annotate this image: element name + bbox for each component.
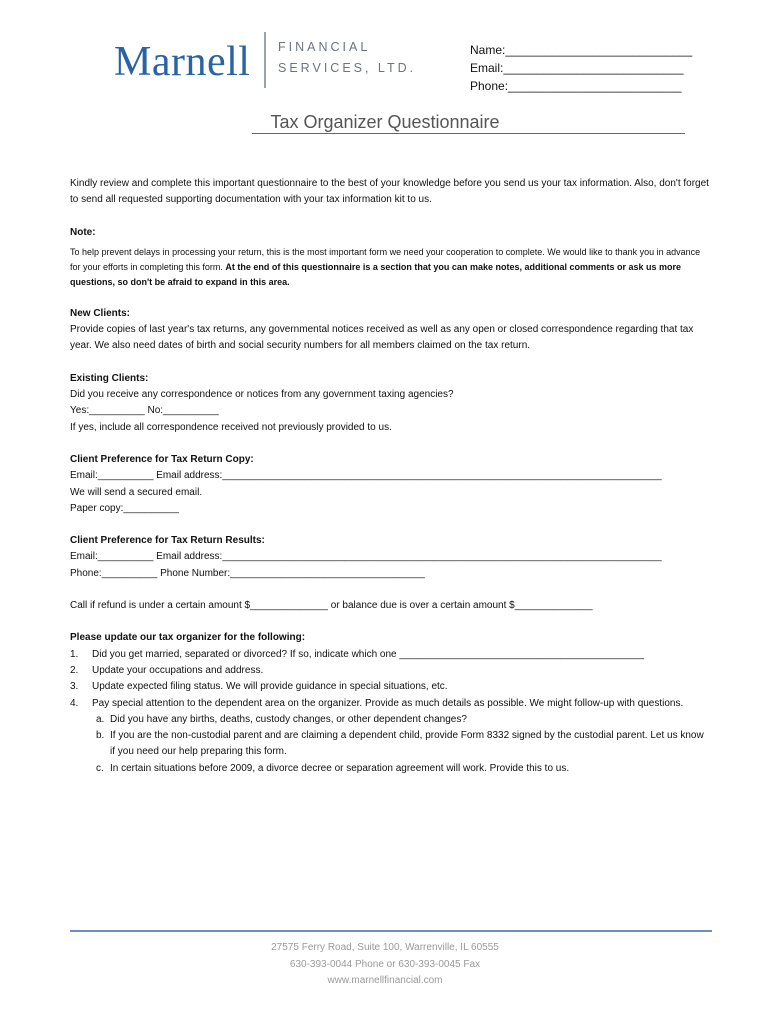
sub-list-item-letter: b. [96, 730, 105, 742]
email-field[interactable]: Email:___________________________ [470, 61, 684, 75]
results-pref-phone-line[interactable]: Phone:__________ Phone Number:___________________________________ [70, 567, 425, 579]
new-clients-text: Provide copies of last year's tax returns, any governmental notices received as well as any open or closed correspondence regarding that tax year. We also need dates of birth and social security numbers for all members claimed on the tax return. [70, 324, 694, 352]
existing-clients-yes-no[interactable]: Yes:__________ No:__________ [70, 405, 219, 417]
update-heading: Please update our tax organizer for the following: [70, 632, 306, 644]
sub-list-item [70, 761, 710, 777]
note-paragraph [70, 245, 710, 290]
list-item-text: Did you get married, separated or divorced? If so, indicate which one ____________________________________________ [92, 648, 645, 660]
sub-list-item-text: In certain situations before 2009, a divorce decree or separation agreement will work. Provide this to us. [110, 762, 570, 774]
intro-paragraph: Kindly review and complete this important questionnaire to the best of your knowledge before you send us your tax information. Also, don't forget to send all requested supporting documentation with your tax information kit to us. [70, 178, 709, 206]
list-item [70, 647, 710, 663]
existing-clients-heading: Existing Clients: [70, 372, 149, 384]
phone-field[interactable]: Phone:__________________________ [470, 79, 682, 93]
page-title: Tax Organizer Questionnaire [270, 112, 500, 132]
note-heading: Note: [70, 226, 96, 238]
footer [0, 940, 770, 990]
list-item-number: 1. [70, 648, 79, 660]
document-body [70, 176, 710, 777]
copy-pref-secure-note: We will send a secured email. [70, 486, 203, 498]
footer-address: 27575 Ferry Road, Suite 100, Warrenville, IL 60555 [271, 942, 499, 953]
logo-divider [264, 32, 266, 88]
sub-list-item [70, 728, 710, 761]
new-clients-heading: New Clients: [70, 307, 131, 319]
copy-pref-heading: Client Preference for Tax Return Copy: [70, 453, 254, 465]
footer-rule [70, 930, 712, 932]
list-item [70, 679, 710, 695]
footer-phone: 630-393-0044 Phone or 630-393-0045 Fax [289, 958, 481, 970]
contact-fields [470, 41, 692, 95]
note-bold-text: At the end of this questionnaire is a section that you can make notes, additional comments or ask us more questions, so don't be afraid to expand in this area. [70, 261, 682, 287]
list-item-text: Pay special attention to the dependent area on the organizer. Provide as much details as possible. We might follow-up with questions. [92, 697, 684, 709]
list-item-number: 4. [70, 697, 79, 709]
results-pref-heading: Client Preference for Tax Return Results: [70, 535, 265, 547]
footer-website[interactable]: www.marnellfinancial.com [327, 975, 443, 986]
refund-line[interactable]: Call if refund is under a certain amount $______________ or balance due is over a certain amount $______________ [70, 600, 593, 612]
list-item-number: 3. [70, 681, 79, 693]
results-pref-email-line[interactable]: Email:__________ Email address:_______________________________________________________________________________ [70, 551, 662, 563]
list-item [70, 696, 710, 712]
name-field[interactable]: Name:____________________________ [470, 43, 693, 57]
list-item [70, 663, 710, 679]
title-rule [252, 133, 685, 134]
note-text: To help prevent delays in processing your return, this is the most important form we need your cooperation to complete. We would like to thank you in advance for your efforts in completing this form. [70, 246, 701, 272]
logo-subtitle-line1: FINANCIAL [278, 40, 371, 54]
copy-pref-email-line[interactable]: Email:__________ Email address:_______________________________________________________________________________ [70, 470, 662, 482]
list-item-text: Update expected filing status. We will provide guidance in special situations, etc. [92, 681, 448, 693]
copy-pref-paper-line[interactable]: Paper copy:__________ [70, 502, 179, 514]
sub-list-item-text: Did you have any births, deaths, custody changes, or other dependent changes? [110, 713, 467, 725]
sub-list-item-text: If you are the non-custodial parent and are claiming a dependent child, provide Form 8332 signed by the custodial parent. Let us know if you need our help preparing this form. [110, 730, 704, 758]
existing-clients-instruction: If yes, include all correspondence received not previously provided to us. [70, 421, 392, 433]
sub-list-item-letter: a. [96, 713, 105, 725]
sub-list-item-letter: c. [96, 762, 104, 774]
sub-list-item [70, 712, 710, 728]
logo-wordmark: Marnell [114, 39, 251, 85]
list-item-text: Update your occupations and address. [92, 664, 264, 676]
list-item-number: 2. [70, 664, 79, 676]
existing-clients-question: Did you receive any correspondence or notices from any government taxing agencies? [70, 389, 454, 401]
logo-subtitle-line2: SERVICES, LTD. [278, 61, 417, 75]
